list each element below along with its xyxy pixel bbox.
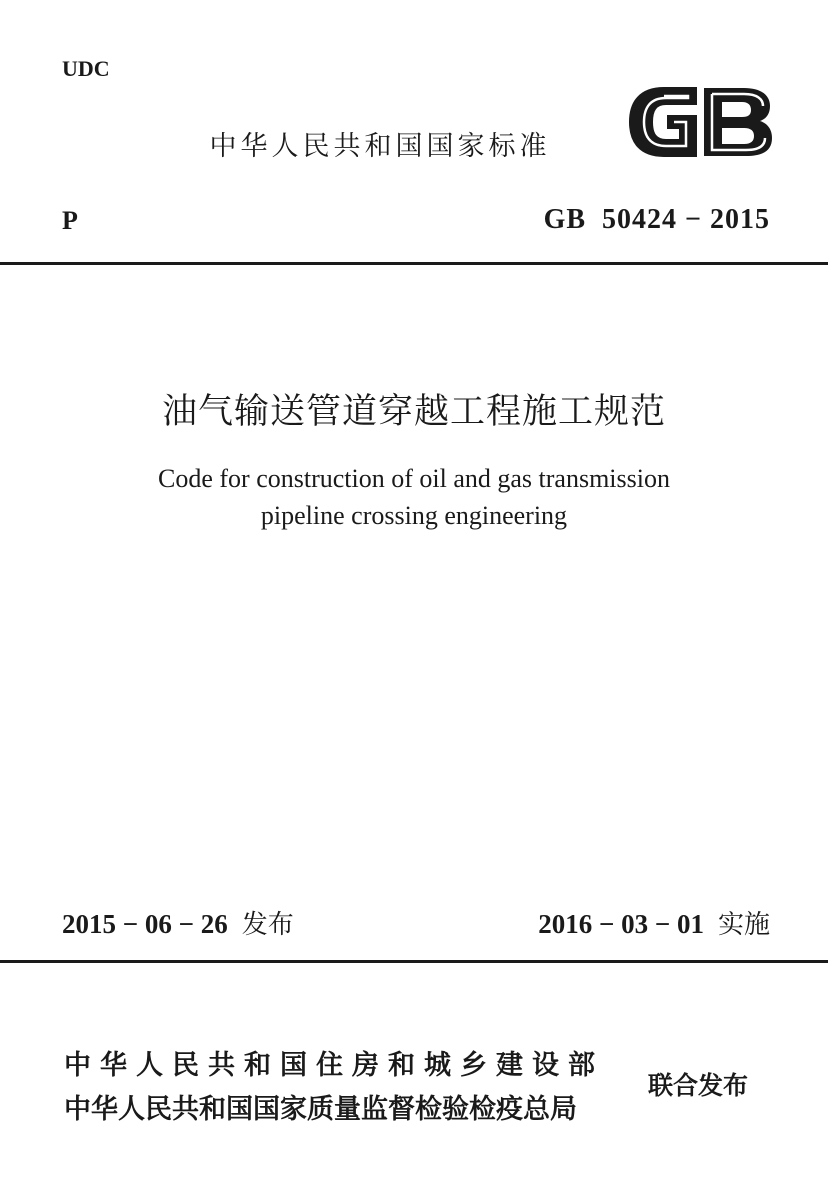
issuer-ministry: 中华人民共和国住房和城乡建设部 — [64, 1050, 604, 1081]
classification-code: P — [62, 206, 78, 235]
issue-date: 2015 − 06 − 26 — [62, 909, 228, 939]
top-divider — [0, 262, 828, 265]
implement-label: 实施 — [717, 910, 770, 940]
implement-date-block — [538, 904, 770, 941]
gb-logo-icon — [626, 84, 774, 160]
title-english — [0, 460, 828, 534]
title-english-line1: Code for construction of oil and gas transmission — [158, 464, 670, 493]
title-english-line2: pipeline crossing engineering — [260, 501, 568, 530]
udc-label: UDC — [62, 56, 110, 81]
implement-date: 2016 − 03 − 01 — [538, 909, 704, 939]
joint-issue-label: 联合发布 — [648, 1071, 749, 1100]
standard-type: 中华人民共和国国家标准 — [209, 131, 551, 162]
issue-date-block — [62, 904, 294, 941]
bottom-divider — [0, 960, 828, 963]
issue-label: 发布 — [241, 910, 294, 940]
standard-number: GB 50424 − 2015 — [543, 204, 770, 235]
issuer-aqsiq: 中华人民共和国国家质量监督检验检疫总局 — [64, 1094, 577, 1125]
title-chinese: 油气输送管道穿越工程施工规范 — [161, 392, 666, 432]
